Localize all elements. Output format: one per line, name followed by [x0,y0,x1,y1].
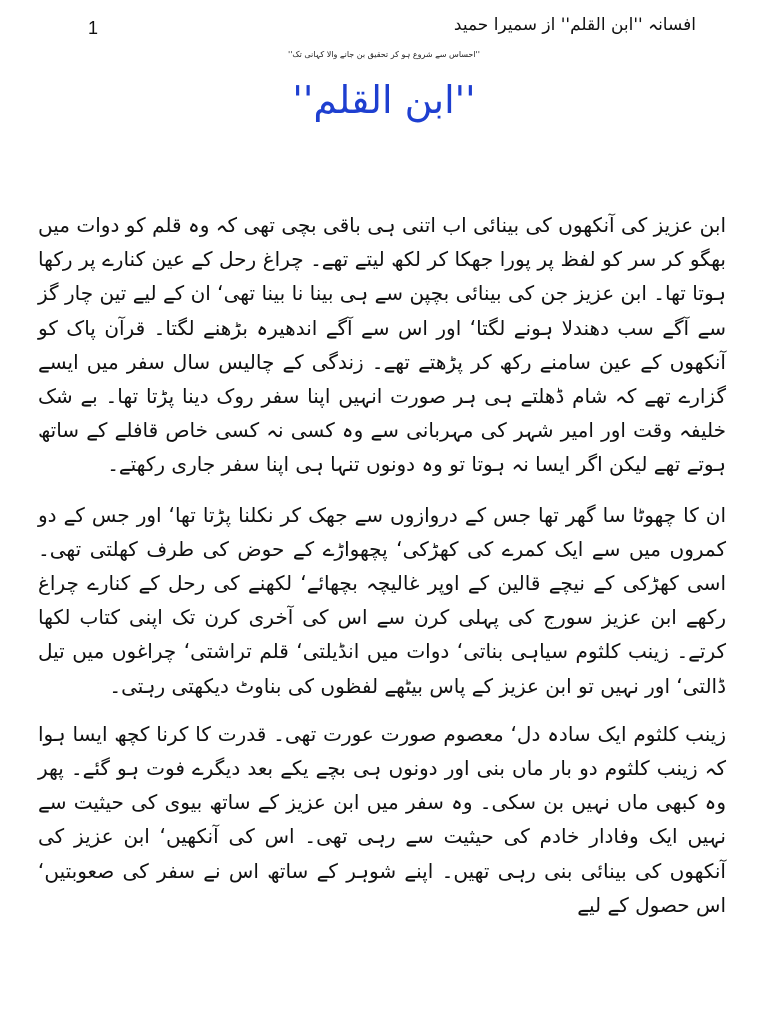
running-header: افسانہ ''ابن القلم'' از سمیرا حمید [453,15,696,35]
story-title: ''ابن القلم'' [292,78,476,122]
paragraph-1: ابن عزیز کی آنکھوں کی بینائی اب اتنی ہی باقی بچی تھی کہ وہ قلم کو دوات میں بھگو کر سر کو لفظ پر پورا جھکا کر لکھ لیتے تھے۔ چراغ رحل کے عین کنارے پر رکھا ہوتا تھا۔ ابن عزیز جن کی بینائی بچپن سے ہی بینا نا بینا تھی‘ ان کے لیے تین چار گز سے آگے سب دھندلا ہونے لگتا‘ اور اس سے آگے اندھیرہ بڑھنے لگتا۔ قرآن پاک کو آنکھوں کے عین سامنے رکھ کر پڑھتے تھے۔ زندگی کے چالیس سال سفر میں ایسے گزارے تھے کہ شام ڈھلتے ہی ہر صورت انہیں اپنا سفر روک دینا پڑتا تھا۔ بے شک خلیفہ وقت اور امیر شہر کی مہربانی سے وہ کسی نہ کسی خاص قافلے کے ساتھ ہوتے تھے لیکن اگر ایسا نہ ہوتا تو وہ دونوں تنہا ہی اپنا سفر جاری رکھتے۔ [38,213,726,477]
story-body [38,208,726,936]
page-number: 1 [88,18,99,38]
paragraph-2: ان کا چھوٹا سا گھر تھا جس کے دروازوں سے جھک کر نکلنا پڑتا تھا‘ اور جس کے دو کمروں میں سے ایک کمرے کی کھڑکی‘ پچھواڑے کے حوض کی طرف کھلتی تھی۔ اسی کھڑکی کے نیچے قالین کے اوپر غالیچہ بچھائے‘ لکھنے کی رحل کے کنارے چراغ رکھے ابن عزیز سورج کی پہلی کرن سے اس کی آخری کرن تک اپنی کتاب لکھا کرتے۔ زینب کلثوم سیاہی بناتی‘ دوات میں انڈیلتی‘ قلم تراشتی‘ چراغوں میں تیل ڈالتی‘ اور نہیں تو ابن عزیز کے پاس بیٹھے لفظوں کی بناوٹ دیکھتی رہتی۔ [38,502,726,698]
paragraph-3: زینب کلثوم ایک سادہ دل‘ معصوم صورت عورت تھی۔ قدرت کا کرنا کچھ ایسا ہوا کہ زینب کلثوم دو بار ماں بنی اور دونوں ہی بچے یکے بعد دیگرے فوت ہو گئے۔ پھر وہ کبھی ماں نہیں بن سکی۔ وہ سفر میں ابن عزیز کے ساتھ بیوی کی حیثیت سے نہیں ایک وفادار خادم کی حیثیت سے رہی تھی۔ اس کی آنکھیں‘ ابن عزیز کی آنکھوں کی بینائی بنی رہی تھیں۔ اپنے شوہر کے ساتھ اس نے سفر کی صعوبتیں‘ اس حصول کے لیے [38,721,726,917]
epigraph: ''احساس سے شروع ہو کر تحقیق بن جانے والا کہانی تک'' [288,50,480,59]
